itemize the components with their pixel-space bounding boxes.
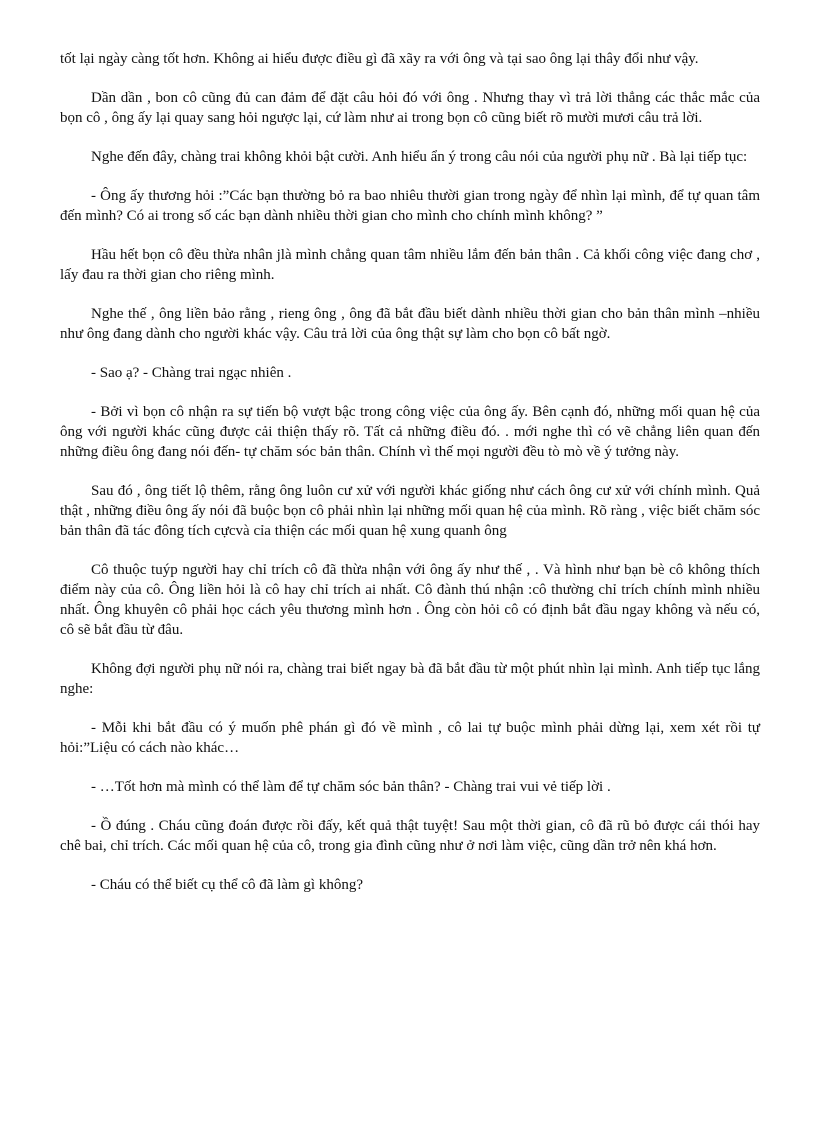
paragraph: Không đợi người phụ nữ nói ra, chàng trai biết ngay bà đã bắt đầu từ một phút nhìn lại mình. Anh tiếp tục lắng nghe: [60, 661, 760, 697]
paragraph: - …Tốt hơn mà mình có thể làm để tự chăm sóc bản thân? - Chàng trai vui vẻ tiếp lời . [91, 779, 611, 795]
paragraph: tốt lại ngày càng tốt hơn. Không ai hiểu được điều gì đã xãy ra với ông và tại sao ông lại thây đổi như vậy. [60, 51, 699, 67]
paragraph: Sau đó , ông tiết lộ thêm, rằng ông luôn cư xử với người khác giống như cách ông cư xử với chính mình. Quả thật , những điều ông ấy nói đã buộc bọn cô phải nhìn lại những mối quan hệ của mình. Rõ ràng , việc biết chăm sóc bản thân đã tác đông tích cựcvà cỉa thiện các mối quan hệ xung quanh ông [60, 483, 760, 539]
paragraph: - Ồ đúng . Cháu cũng đoán được rồi đấy, kết quả thật tuyệt! Sau một thời gian, cô đã rũ bỏ được cái thói hay chê bai, chỉ trích. Các mối quan hệ của cô, trong gia đình cũng như ở nơi làm việc, cũng dần trở nên khá hơn. [60, 818, 760, 854]
paragraph: - Ông ấy thương hỏi :”Các bạn thường bỏ ra bao nhiêu thười gian trong ngày để nhìn lại mình, để tự quan tâm đến mình? Có ai trong số các bạn dành nhiều thời gian cho mình cho chính mình không? ” [60, 188, 760, 224]
paragraph: Dần dần , bon cô cũng đủ can đảm để đặt câu hỏi đó với ông . Nhưng thay vì trả lời thẳng các thắc mắc của bọn cô , ông ấy lại quay sang hỏi ngược lại, cứ làm như ai trong bọn cô cũng biết rõ mười mươi câu trả lời. [60, 90, 760, 126]
paragraph: Hầu hết bọn cô đều thừa nhân jlà mình chẳng quan tâm nhiều lắm đến bản thân . Cả khối công việc đang chơ , lấy đau ra thời gian cho riêng mình. [60, 247, 760, 283]
paragraph: Nghe đến đây, chàng trai không khỏi bật cười. Anh hiểu ẩn ý trong câu nói của người phụ nữ . Bà lại tiếp tục: [91, 149, 748, 165]
paragraph: - Mỗi khi bắt đầu có ý muốn phê phán gì đó về mình , cô lai tự buộc mình phải dừng lại, xem xét rồi tự hỏi:”Liệu có cách nào khác… [60, 720, 760, 756]
paragraph: - Bởi vì bọn cô nhận ra sự tiến bộ vượt bậc trong công việc của ông ấy. Bên cạnh đó, những mối quan hệ của ông với người khác cũng được cải thiện thấy rõ. Tất cả những điều đó. . mới nghe thì có vẽ chẳng liên quan đến những điều ông đang nói đến- tự chăm sóc bản thân. Chính vì thế mọi người đều tò mò về ý tưởng này. [60, 404, 760, 460]
document-page [60, 49, 760, 895]
paragraph: Cô thuộc tuýp người hay chỉ trích cô đã thừa nhận với ông ấy như thế , . Và hình như bạn bè cô không thích điểm này của cô. Ông liền hỏi là cô hay chỉ trích ai nhất. Cô đành thú nhận :cô thường chỉ trích chính mình nhiều nhất. Ông khuyên cô phải học cách yêu thương mình hơn . Ông còn hỏi cô có định bắt đầu ngay không và nếu có, cô sẽ bắt đầu từ đâu. [60, 562, 760, 638]
paragraph: - Sao ạ? - Chàng trai ngạc nhiên . [91, 365, 292, 381]
paragraph: Nghe thế , ông liền bảo rằng , rieng ông , ông đã bắt đầu biết dành nhiều thời gian cho bản thân mình –nhiều như ông đang dành cho người khác vậy. Câu trả lời của ông thật sự làm cho bọn cô bất ngờ. [60, 306, 760, 342]
paragraph: - Cháu có thể biết cụ thể cô đã làm gì không? [91, 877, 363, 893]
